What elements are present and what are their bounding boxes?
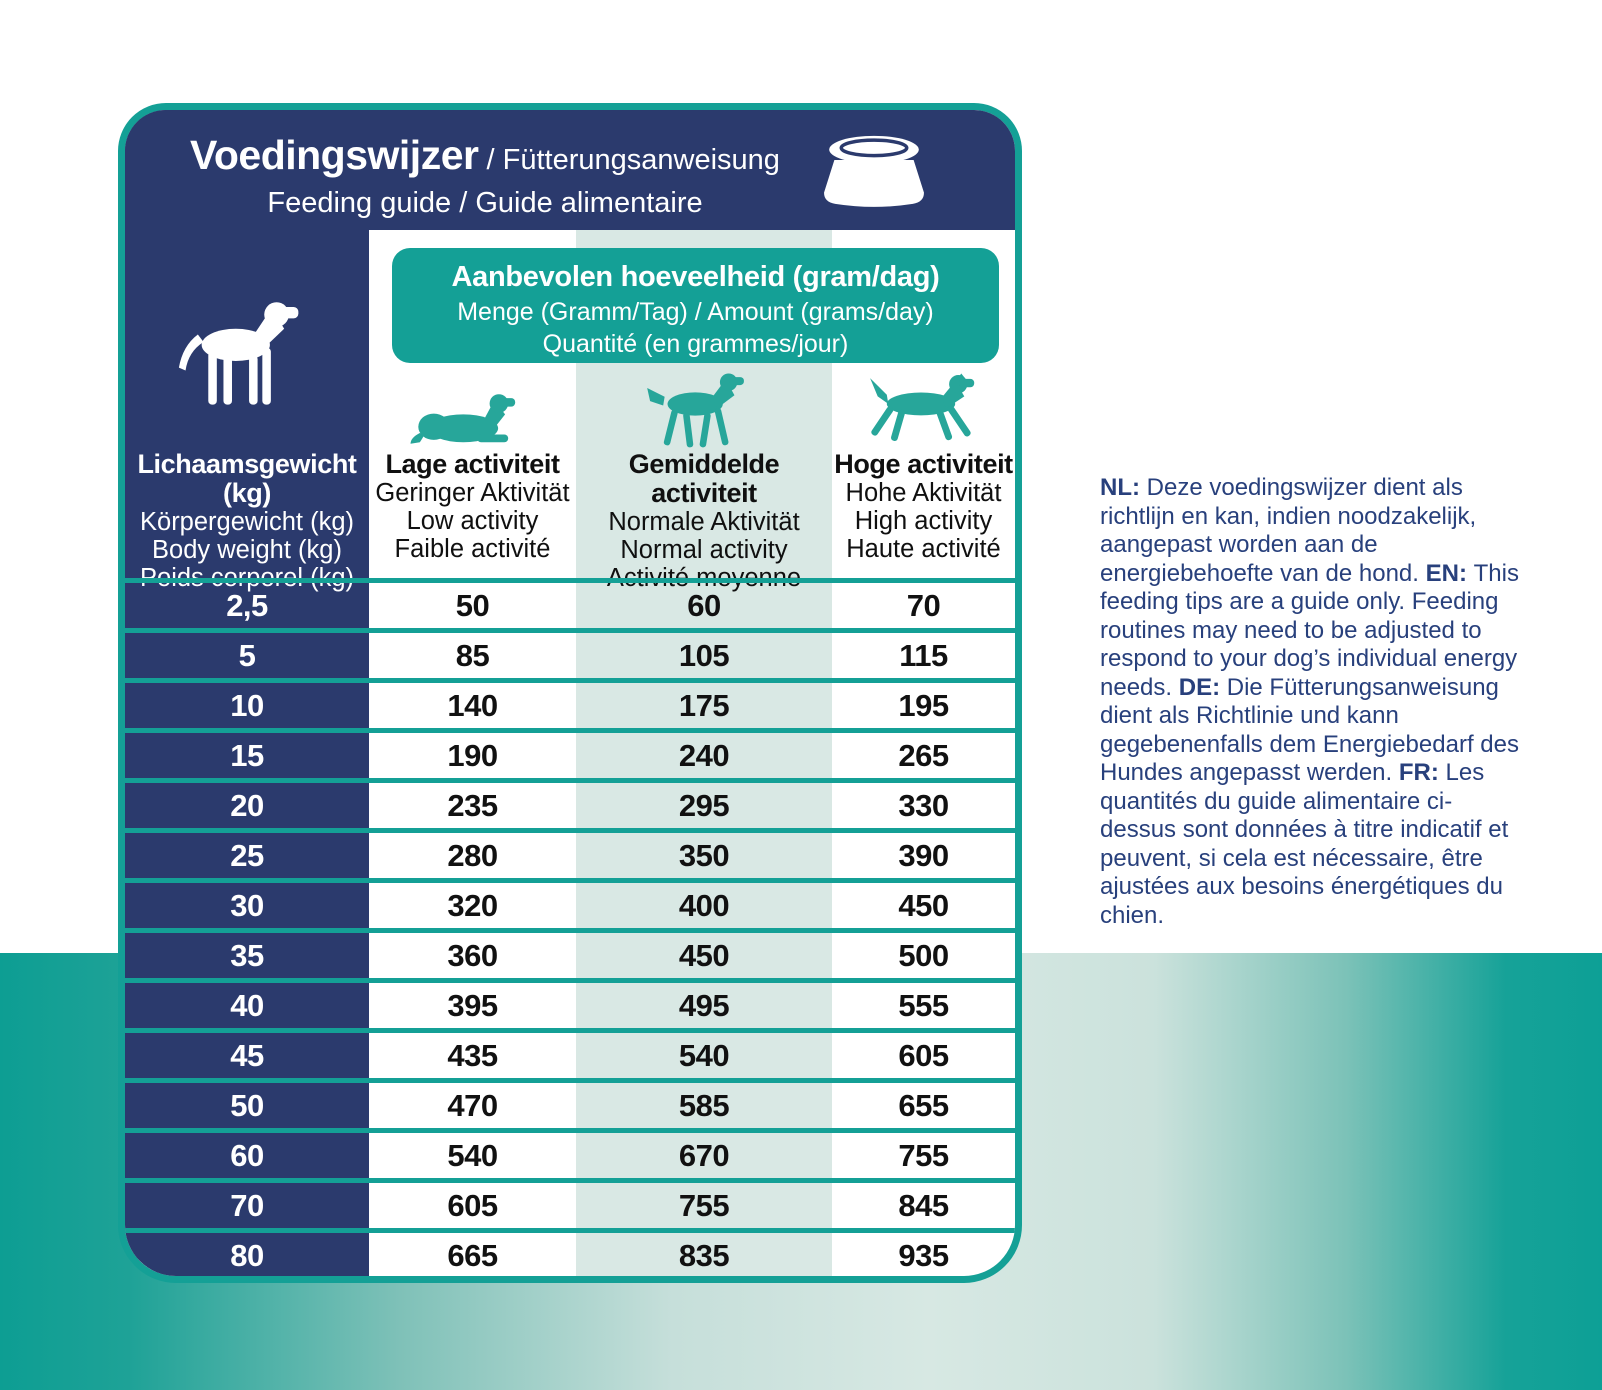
weight-cell: 25	[230, 837, 264, 873]
high-label-nl: Hoge activiteit	[834, 449, 1013, 479]
normal-label-nl: Gemiddelde activiteit	[628, 449, 780, 508]
low-label-de: Geringer Aktivität	[375, 479, 570, 507]
amount-cell: 240	[678, 737, 730, 773]
amount-cell: 495	[678, 987, 730, 1023]
amount-cell: 105	[678, 637, 730, 673]
weight-cell: 80	[230, 1237, 264, 1273]
amount-cell: 390	[898, 837, 949, 873]
amount-cell: 50	[455, 587, 490, 623]
amount-line-de-en: Menge (Gramm/Tag) / Amount (grams/day)	[457, 298, 934, 326]
bowl-icon	[818, 132, 930, 212]
low-label-fr: Faible activité	[394, 535, 551, 563]
weight-cell: 2,5	[226, 587, 268, 623]
amount-cell: 85	[455, 637, 490, 673]
weight-label-de: Körpergewicht (kg)	[140, 508, 354, 536]
table-row	[125, 578, 1015, 628]
amount-cell: 435	[447, 1037, 498, 1073]
amount-cell: 350	[678, 837, 730, 873]
amount-cell: 845	[898, 1187, 949, 1223]
normal-label-fr: Activité moyenne	[606, 564, 802, 592]
weight-cell: 20	[230, 787, 264, 823]
amount-cell: 280	[447, 837, 498, 873]
running-dog-icon	[855, 372, 987, 448]
weight-column-header	[125, 450, 369, 592]
table-row	[125, 778, 1015, 828]
table-row	[125, 1178, 1015, 1228]
amount-cell: 585	[678, 1087, 730, 1123]
amount-cell: 175	[678, 687, 730, 723]
table-row	[125, 1078, 1015, 1128]
amount-cell: 605	[898, 1037, 949, 1073]
amount-cell: 555	[898, 987, 949, 1023]
table-row	[125, 628, 1015, 678]
low-label-nl: Lage activiteit	[385, 449, 560, 479]
weight-label-nl: Lichaamsgewicht (kg)	[137, 449, 357, 508]
amount-cell: 470	[447, 1087, 498, 1123]
weight-cell: 50	[230, 1087, 264, 1123]
table-row	[125, 1228, 1015, 1278]
amount-cell: 450	[678, 937, 730, 973]
walking-dog-icon	[637, 372, 765, 452]
page-title	[155, 132, 815, 220]
amount-cell: 115	[899, 637, 948, 673]
weight-cell: 5	[238, 637, 256, 673]
amount-cell: 755	[898, 1137, 949, 1173]
amount-cell: 605	[447, 1187, 498, 1223]
amount-cell: 755	[678, 1187, 730, 1223]
amount-cell: 235	[447, 787, 498, 823]
amount-cell: 665	[447, 1237, 498, 1273]
amount-cell: 935	[898, 1237, 949, 1273]
amount-cell: 360	[447, 937, 498, 973]
weight-cell: 35	[230, 937, 264, 973]
high-label-en: High activity	[854, 507, 993, 535]
amount-cell: 60	[687, 587, 721, 623]
weight-cell: 30	[230, 887, 264, 923]
high-activity-header	[832, 450, 1015, 563]
amount-cell: 670	[678, 1137, 730, 1173]
amount-cell: 400	[678, 887, 730, 923]
high-label-de: Hohe Aktivität	[845, 479, 1002, 507]
amount-cell: 835	[678, 1237, 730, 1273]
weight-label-fr: Poids corporel (kg)	[140, 564, 354, 592]
amount-cell: 540	[678, 1037, 730, 1073]
table-row	[125, 978, 1015, 1028]
amount-cell: 540	[447, 1137, 498, 1173]
amount-cell: 655	[898, 1087, 949, 1123]
amount-cell: 450	[898, 887, 949, 923]
high-label-fr: Haute activité	[846, 535, 1001, 563]
amount-cell: 70	[906, 587, 941, 623]
amount-header-box	[392, 248, 999, 363]
amount-cell: 395	[447, 987, 498, 1023]
title-subtitle: Feeding guide / Guide alimentaire	[267, 187, 703, 219]
amount-cell: 195	[898, 687, 949, 723]
weight-cell: 15	[230, 737, 264, 773]
amount-line-fr: Quantité (en grammes/jour)	[542, 330, 849, 358]
weight-cell: 60	[230, 1137, 264, 1173]
amount-cell: 320	[447, 887, 498, 923]
table-row	[125, 828, 1015, 878]
weight-cell: 70	[230, 1187, 264, 1223]
amount-line-nl: Aanbevolen hoeveelheid (gram/dag)	[451, 261, 940, 293]
feeding-guide-card	[118, 103, 1022, 1283]
normal-label-de: Normale Aktivität	[608, 508, 800, 536]
normal-label-en: Normal activity	[620, 536, 788, 564]
amount-cell: 140	[447, 687, 498, 723]
table-row	[125, 878, 1015, 928]
table-row	[125, 678, 1015, 728]
amount-cell: 500	[898, 937, 949, 973]
table-rows	[125, 578, 1015, 1278]
low-activity-header	[369, 450, 576, 563]
notes-text: NL: Deze voedingswijzer dient als richtlijn en kan, indien noodzakelijk, aangepast worden aan de energiebehoefte van de hond. EN: This feeding tips are a guide only. Feeding routines may need to be adjusted to respond to your dog’s individual energy needs. DE: Die Fütterungsanweisung dient als Richtlinie und kann gegebenenfalls dem Energiebedarf des Hundes angepasst werden. FR: Les quantités du guide alimentaire ci-dessus sont données à titre indicatif et peuvent, si cela est nécessaire, être ajustées aux besoins énergétiques du chien.	[1100, 474, 1519, 929]
lying-dog-icon	[407, 388, 535, 450]
weight-label-en: Body weight (kg)	[152, 536, 342, 564]
low-label-en: Low activity	[406, 507, 539, 535]
standing-dog-icon	[177, 292, 305, 448]
table-row	[125, 1028, 1015, 1078]
title-secondary: / Fütterungsanweisung	[478, 144, 780, 176]
table-row	[125, 728, 1015, 778]
table-row	[125, 928, 1015, 978]
weight-cell: 10	[230, 687, 264, 723]
amount-cell: 330	[898, 787, 949, 823]
table-row	[125, 1128, 1015, 1178]
amount-cell: 265	[898, 737, 949, 773]
title-main: Voedingswijzer	[190, 132, 479, 178]
weight-cell: 45	[230, 1037, 264, 1073]
weight-cell: 40	[230, 987, 264, 1023]
normal-activity-header	[576, 450, 832, 592]
amount-cell: 190	[447, 737, 498, 773]
amount-cell: 295	[678, 787, 730, 823]
